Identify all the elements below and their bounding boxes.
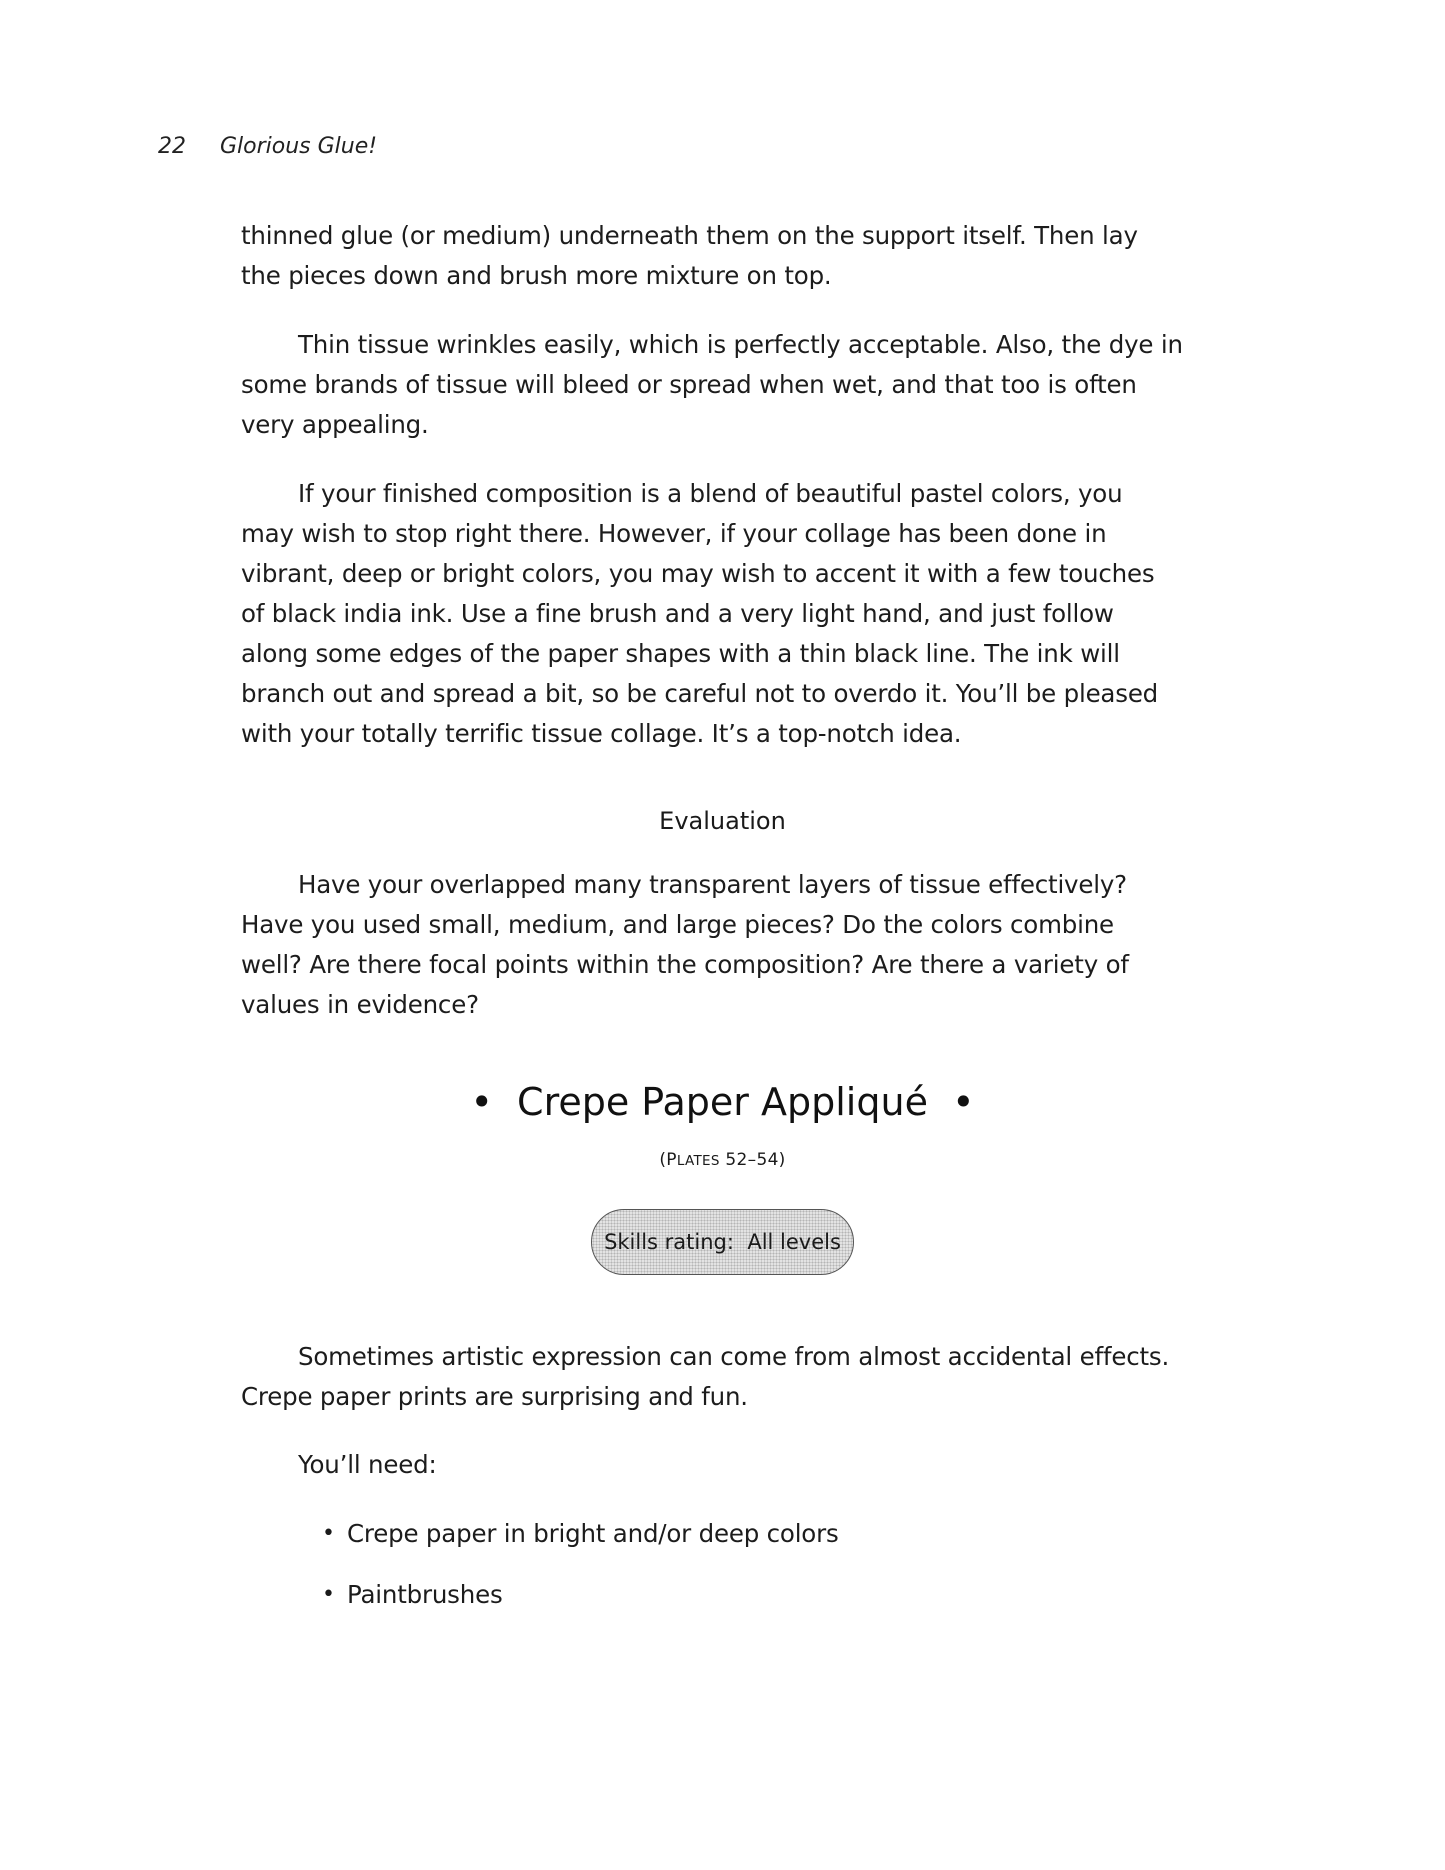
text-line: Crepe paper prints are surprising and fun. <box>241 1382 748 1411</box>
list-item-text: Crepe paper in bright and/or deep colors <box>347 1519 839 1548</box>
text-line: Have you used small, medium, and large pieces? Do the colors combine <box>241 910 1114 939</box>
text-line: may wish to stop right there. However, if your collage has been done in <box>241 519 1107 548</box>
supplies-label: You’ll need: <box>298 1450 437 1479</box>
text-line: well? Are there focal points within the composition? Are there a variety of <box>241 950 1129 979</box>
skills-rating-value: All levels <box>747 1230 841 1254</box>
list-item-text: Paintbrushes <box>347 1580 503 1609</box>
text-line: very appealing. <box>241 410 429 439</box>
section-title-text: Crepe Paper Appliqué <box>517 1080 928 1124</box>
plates-reference <box>0 1150 1445 1170</box>
bullet-icon: • <box>322 1582 335 1607</box>
text-line: Sometimes artistic expression can come from almost accidental effects. <box>298 1342 1170 1371</box>
text-line: along some edges of the paper shapes with a thin black line. The ink will <box>241 639 1120 668</box>
text-line: of black india ink. Use a fine brush and a very light hand, and just follow <box>241 599 1114 628</box>
bullet-icon: • <box>952 1080 975 1124</box>
text-line: values in evidence? <box>241 990 479 1019</box>
page-number: 22 <box>158 134 186 159</box>
text-line: Thin tissue wrinkles easily, which is perfectly acceptable. Also, the dye in <box>298 330 1183 359</box>
bullet-icon: • <box>322 1521 335 1546</box>
text-line: Have your overlapped many transparent layers of tissue effectively? <box>298 870 1127 899</box>
text-line: If your finished composition is a blend of beautiful pastel colors, you <box>298 479 1123 508</box>
plates-range: 52–54) <box>719 1150 786 1170</box>
text-line: with your totally terrific tissue collage. It’s a top-notch idea. <box>241 719 962 748</box>
plates-open: (P <box>659 1150 677 1170</box>
text-line: the pieces down and brush more mixture on top. <box>241 261 832 290</box>
text-line: thinned glue (or medium) underneath them on the support itself. Then lay <box>241 221 1138 250</box>
text-line: some brands of tissue will bleed or spread when wet, and that too is often <box>241 370 1137 399</box>
text-line: vibrant, deep or bright colors, you may wish to accent it with a few touches <box>241 559 1155 588</box>
text-line: branch out and spread a bit, so be careful not to overdo it. You’ll be pleased <box>241 679 1159 708</box>
evaluation-heading: Evaluation <box>659 807 786 835</box>
plates-smallcaps: LATES <box>676 1153 720 1169</box>
bullet-icon: • <box>470 1080 493 1124</box>
section-title <box>0 1080 1445 1124</box>
skills-rating-badge <box>591 1209 854 1275</box>
skills-rating-label: Skills rating: <box>604 1230 734 1254</box>
running-title: Glorious Glue! <box>220 134 378 159</box>
